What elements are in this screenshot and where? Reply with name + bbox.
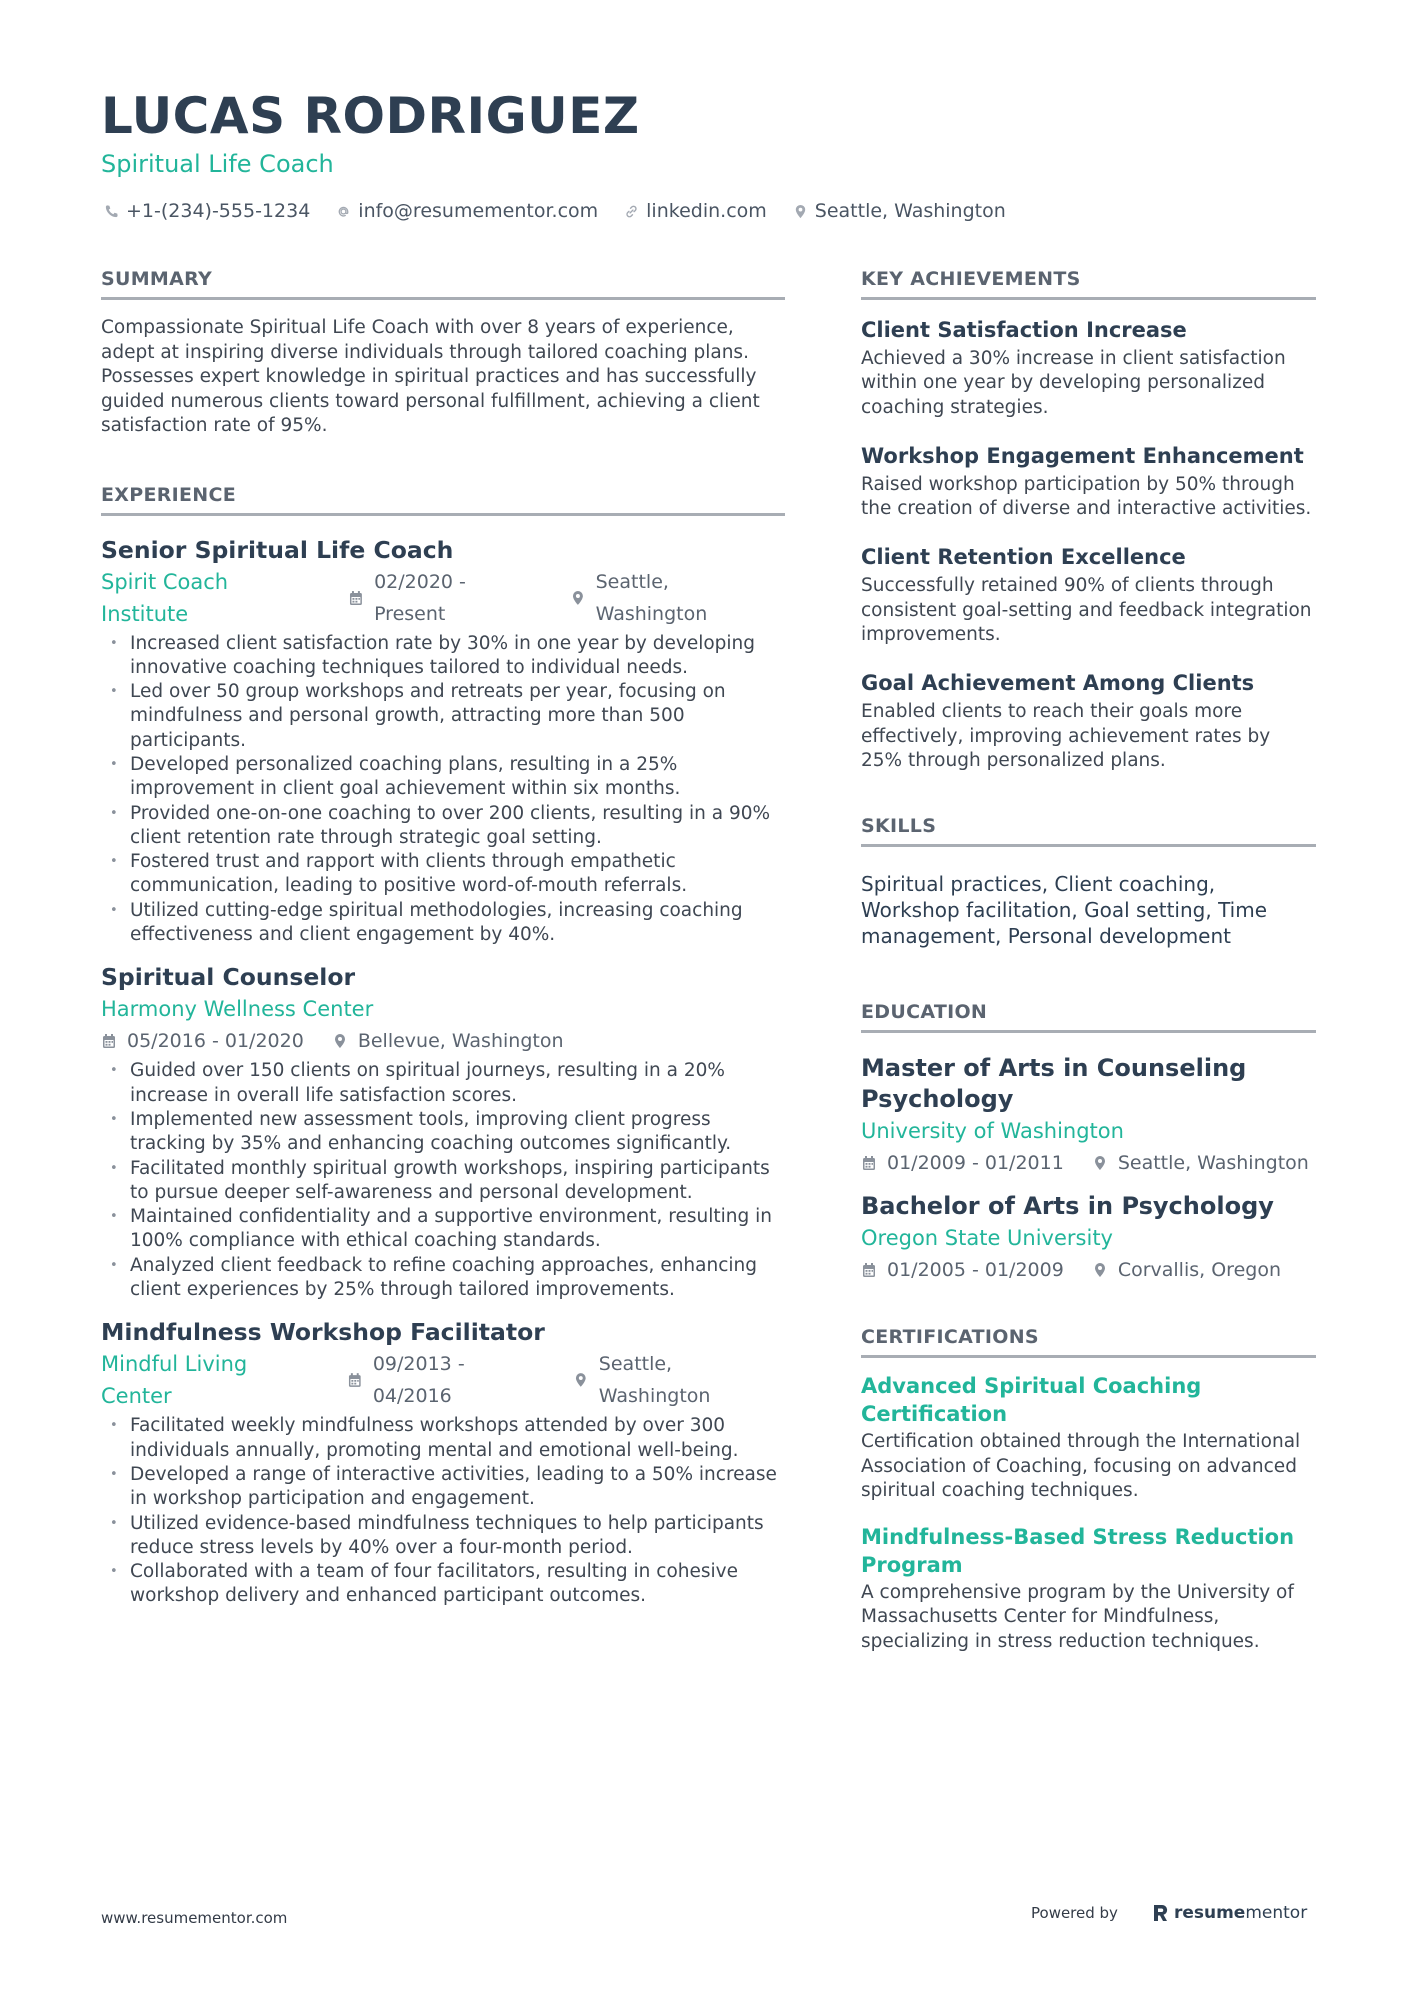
location-pin-icon bbox=[1092, 1262, 1108, 1278]
education-school: University of Washington bbox=[861, 1119, 1124, 1144]
link-icon bbox=[624, 204, 639, 219]
brand-bold: resume bbox=[1173, 1903, 1246, 1923]
education-dates bbox=[861, 1254, 1064, 1286]
contact-email-text: info@resumementor.com bbox=[358, 200, 599, 222]
phone-icon bbox=[104, 204, 119, 219]
achievements-heading: KEY ACHIEVEMENTS bbox=[861, 266, 1316, 300]
skills-heading: SKILLS bbox=[861, 813, 1316, 847]
footer-powered-by bbox=[1031, 1903, 1307, 1923]
location-pin-icon bbox=[332, 1033, 348, 1049]
experience-heading: EXPERIENCE bbox=[101, 482, 785, 516]
job-bullets bbox=[101, 1059, 785, 1302]
job-location bbox=[332, 1025, 564, 1057]
education-heading: EDUCATION bbox=[861, 999, 1316, 1033]
bullet-item: • Facilitated weekly mindfulness workshops attended by over 300 individuals annually, promoting mental and emotional well-being. bbox=[101, 1414, 785, 1463]
achievement-desc: Raised workshop participation by 50% through the creation of diverse and interactive activities. bbox=[861, 473, 1312, 520]
location-pin-icon bbox=[570, 590, 586, 606]
education-location-text: Seattle, Washington bbox=[1117, 1152, 1309, 1175]
job-meta bbox=[101, 566, 785, 630]
certification-title: Mindfulness-Based Stress Reduction Program bbox=[861, 1525, 1295, 1578]
job-bullets bbox=[101, 1414, 785, 1608]
job-meta bbox=[101, 1348, 785, 1412]
education-dates-text: 01/2009 - 01/2011 bbox=[887, 1152, 1064, 1175]
education-item bbox=[861, 1191, 1316, 1286]
job-location bbox=[573, 1348, 785, 1412]
education-dates-text: 01/2005 - 01/2009 bbox=[887, 1259, 1064, 1282]
job-bullets bbox=[101, 632, 785, 948]
job-dates bbox=[347, 1348, 545, 1412]
achievement-desc: Enabled clients to reach their goals more effectively, improving achievement rates by 25% through personalized plans. bbox=[861, 701, 1271, 771]
achievement-title: Client Retention Excellence bbox=[861, 545, 1186, 570]
contact-location bbox=[793, 196, 1006, 226]
job-company: Mindful Living Center bbox=[101, 1352, 248, 1409]
education-meta bbox=[861, 1147, 1316, 1179]
certification-desc: Certification obtained through the International Association of Coaching, focusing on advanced spiritual coaching techniques. bbox=[861, 1431, 1301, 1501]
bullet-item: • Provided one-on-one coaching to over 200 clients, resulting in a 90% client retention rate through strategic goal setting. bbox=[101, 802, 785, 851]
calendar-icon bbox=[347, 1372, 363, 1388]
left-column bbox=[101, 266, 785, 1609]
skills-text: Spiritual practices, Client coaching, Workshop facilitation, Goal setting, Time management, Personal development bbox=[861, 872, 1268, 949]
bullet-item: • Guided over 150 clients on spiritual journeys, resulting in a 20% increase in overall life satisfaction scores. bbox=[101, 1059, 785, 1108]
resumementor-logo[interactable] bbox=[1152, 1903, 1307, 1923]
location-pin-icon bbox=[793, 204, 808, 219]
bullet-item: • Implemented new assessment tools, improving client progress tracking by 35% and enhancing coaching outcomes significantly. bbox=[101, 1108, 785, 1157]
contact-linkedin-text: linkedin.com bbox=[646, 200, 767, 222]
at-icon bbox=[336, 204, 351, 219]
certification-desc: A comprehensive program by the University of Massachusetts Center for Mindfulness, specializing in stress reduction techniques. bbox=[861, 1582, 1294, 1652]
certification-title: Advanced Spiritual Coaching Certification bbox=[861, 1374, 1202, 1427]
job-location bbox=[570, 566, 785, 630]
achievement-desc: Successfully retained 90% of clients through consistent goal-setting and feedback integration improvements. bbox=[861, 575, 1312, 646]
bullet-item: • Increased client satisfaction rate by 30% in one year by developing innovative coaching techniques tailored to individual needs. bbox=[101, 632, 785, 681]
achievements-section bbox=[861, 266, 1316, 773]
contact-bar bbox=[104, 196, 1032, 226]
right-column bbox=[861, 266, 1316, 1654]
job-entry bbox=[101, 961, 785, 1302]
job-location-text: Seattle, Washington bbox=[595, 570, 708, 625]
education-location bbox=[1092, 1147, 1309, 1179]
contact-phone-text: +1-(234)-555-1234 bbox=[126, 200, 311, 222]
candidate-role: Spiritual Life Coach bbox=[101, 150, 334, 178]
achievement-title: Workshop Engagement Enhancement bbox=[861, 443, 1304, 468]
job-entry bbox=[101, 534, 785, 948]
job-dates-text: 09/2013 - 04/2016 bbox=[372, 1353, 465, 1408]
bullet-item: • Utilized cutting-edge spiritual methodologies, increasing coaching effectiveness and client engagement by 40%. bbox=[101, 899, 785, 948]
achievement-item bbox=[861, 542, 1316, 647]
job-location-text: Seattle, Washington bbox=[598, 1353, 711, 1408]
job-title: Mindfulness Workshop Facilitator bbox=[101, 1318, 545, 1347]
footer-website[interactable]: www.resumementor.com bbox=[101, 1909, 288, 1927]
candidate-name: LUCAS RODRIGUEZ bbox=[101, 87, 640, 145]
calendar-icon bbox=[348, 590, 364, 606]
education-dates bbox=[861, 1147, 1064, 1179]
bullet-item: • Developed personalized coaching plans, resulting in a 25% improvement in client goal achievement within six months. bbox=[101, 753, 785, 802]
job-title: Spiritual Counselor bbox=[101, 963, 356, 992]
certifications-heading: CERTIFICATIONS bbox=[861, 1324, 1316, 1358]
education-location-text: Corvallis, Oregon bbox=[1117, 1259, 1281, 1282]
bullet-item: • Developed a range of interactive activities, leading to a 50% increase in workshop participation and engagement. bbox=[101, 1463, 785, 1512]
bullet-item: • Utilized evidence-based mindfulness techniques to help participants reduce stress levels by 40% over a four-month period. bbox=[101, 1512, 785, 1561]
job-company-row bbox=[101, 993, 785, 1025]
achievement-desc: Achieved a 30% increase in client satisfaction within one year by developing personalized coaching strategies. bbox=[861, 348, 1286, 418]
calendar-icon bbox=[861, 1155, 877, 1171]
job-dates bbox=[101, 1025, 304, 1057]
certification-item bbox=[861, 1523, 1316, 1654]
summary-text: Compassionate Spiritual Life Coach with over 8 years of experience, adept at inspiring diverse individuals through tailored coaching plans. Possesses expert knowledge in spiritual practices and has successfully guided numerous clients toward personal fulfillment, achieving a client satisfaction rate of 95%. bbox=[101, 317, 760, 436]
bullet-item: • Facilitated monthly spiritual growth workshops, inspiring participants to pursue deeper self-awareness and personal development. bbox=[101, 1157, 785, 1206]
bullet-item: • Fostered trust and rapport with clients through empathetic communication, leading to positive word-of-mouth referrals. bbox=[101, 850, 785, 899]
job-location-text: Bellevue, Washington bbox=[357, 1030, 564, 1053]
bullet-item: • Analyzed client feedback to refine coaching approaches, enhancing client experiences by 25% through tailored improvements. bbox=[101, 1254, 785, 1303]
achievement-item bbox=[861, 315, 1316, 420]
bullet-item: • Led over 50 group workshops and retreats per year, focusing on mindfulness and personal growth, attracting more than 500 participants. bbox=[101, 680, 785, 753]
calendar-icon bbox=[101, 1033, 117, 1049]
skills-section bbox=[861, 813, 1316, 949]
contact-linkedin[interactable] bbox=[624, 196, 767, 226]
job-dates bbox=[348, 566, 542, 630]
certification-item bbox=[861, 1372, 1316, 1503]
education-section bbox=[861, 999, 1316, 1286]
job-entry bbox=[101, 1316, 785, 1608]
achievement-title: Goal Achievement Among Clients bbox=[861, 671, 1255, 696]
powered-by-label: Powered by bbox=[1031, 1904, 1118, 1922]
education-degree: Master of Arts in Counseling Psychology bbox=[861, 1054, 1247, 1114]
achievement-item bbox=[861, 668, 1316, 773]
location-pin-icon bbox=[573, 1372, 589, 1388]
job-dates-text: 02/2020 - Present bbox=[374, 570, 466, 625]
experience-section bbox=[101, 482, 785, 1609]
contact-email[interactable] bbox=[336, 196, 598, 226]
education-meta bbox=[861, 1254, 1316, 1286]
education-location bbox=[1092, 1254, 1281, 1286]
brand-rest: mentor bbox=[1245, 1903, 1308, 1923]
resumementor-logo-icon bbox=[1152, 1903, 1169, 1923]
summary-section bbox=[101, 266, 785, 439]
achievement-item bbox=[861, 441, 1316, 522]
bullet-item: • Collaborated with a team of four facilitators, resulting in cohesive workshop delivery and enhanced participant outcomes. bbox=[101, 1560, 785, 1609]
contact-phone[interactable] bbox=[104, 196, 310, 226]
calendar-icon bbox=[861, 1262, 877, 1278]
certifications-section bbox=[861, 1324, 1316, 1654]
location-pin-icon bbox=[1092, 1155, 1108, 1171]
education-degree: Bachelor of Arts in Psychology bbox=[861, 1192, 1274, 1221]
job-title: Senior Spiritual Life Coach bbox=[101, 535, 454, 564]
achievement-title: Client Satisfaction Increase bbox=[861, 318, 1187, 342]
job-dates-text: 05/2016 - 01/2020 bbox=[127, 1030, 304, 1053]
education-item bbox=[861, 1053, 1316, 1179]
contact-location-text: Seattle, Washington bbox=[814, 200, 1006, 222]
bullet-item: • Maintained confidentiality and a supportive environment, resulting in 100% compliance with ethical coaching standards. bbox=[101, 1205, 785, 1254]
job-company: Harmony Wellness Center bbox=[101, 997, 374, 1022]
summary-heading: SUMMARY bbox=[101, 266, 785, 300]
job-company: Spirit Coach Institute bbox=[101, 569, 229, 626]
education-school: Oregon State University bbox=[861, 1226, 1113, 1251]
job-meta bbox=[101, 1025, 785, 1057]
